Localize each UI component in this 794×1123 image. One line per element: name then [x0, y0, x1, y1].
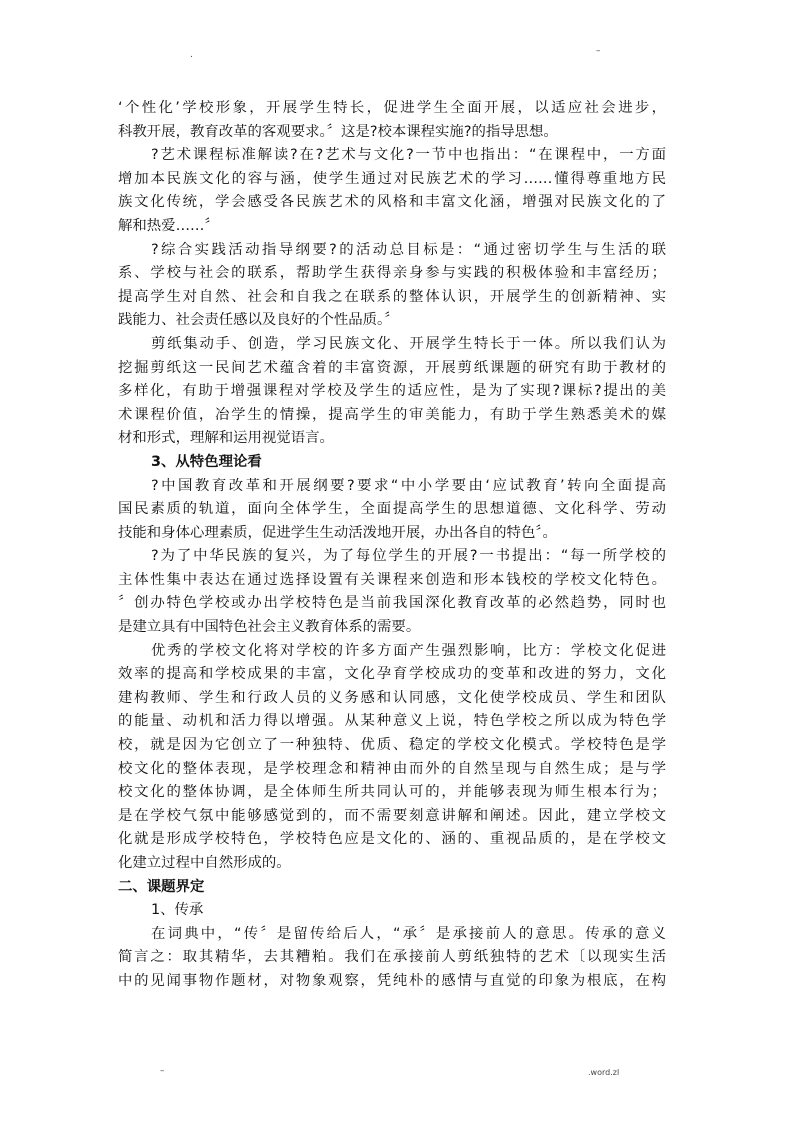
text-line: 主体性集中表达在通过选择设置有关课程来创造和形本钱校的学校文化特色。 — [118, 571, 666, 588]
text-line: 提高学生对自然、社会和自我之在联系的整体认识，开展学生的创新精神、实 — [118, 288, 666, 305]
text-line: 效率的提高和学校成果的丰富，文化孕育学校成功的变革和改进的努力，文化 — [118, 666, 666, 683]
text-line: 解和热爱……〞 — [118, 217, 219, 234]
text-line: 系、学校与社会的联系，帮助学生获得亲身参与实践的积极体验和丰富经历； — [118, 265, 666, 282]
text-line: ?为了中华民族的复兴，为了每位学生的开展?一书提出：“每一所学校的 — [151, 548, 666, 565]
text-line: 校文化的整体协调，是全体师生所共同认可的，并能够表现为师生根本行为； — [118, 784, 666, 801]
text-line: 3、从特色理论看 — [151, 453, 262, 470]
text-line: 简言之：取其精华，去其糟粕。我们在承接前人剪纸独特的艺术〔以现实生活 — [118, 949, 666, 966]
text-line: 化就是形成学校特色，学校特色应是文化的、涵的、重视品质的，是在学校文 — [118, 831, 666, 848]
text-line: 科教开展，教育改革的客观要求。〞这是?校本课程实施?的指导思想。 — [118, 123, 558, 140]
text-line: 建构教师、学生和行政人员的义务感和认同感，文化使学校成员、学生和团队 — [118, 689, 666, 706]
text-line: 化建立过程中自然形成的。 — [118, 855, 291, 871]
text-line: ?中国教育改革和开展纲要?要求“中小学要由‘应试教育’转向全面提高 — [151, 477, 666, 494]
text-line: 中的见闻事物作题材，对物象观察，凭纯朴的感情与直觉的印象为根底，在构 — [118, 972, 666, 989]
text-line: 材和形式，理解和运用视觉语言。 — [118, 430, 334, 447]
text-line: ?综合实践活动指导纲要?的活动总目标是：“通过密切学生与生活的联 — [151, 241, 666, 258]
text-line: ?艺术课程标准解读?在?艺术与文化?一节中也指出：“在课程中，一方面 — [151, 147, 666, 164]
text-line: 是建立具有中国特色社会主义教育体系的需要。 — [118, 619, 421, 636]
footer-label: .word.zl — [588, 1068, 620, 1077]
text-line: 挖掘剪纸这一民间艺术蕴含着的丰富资源，开展剪纸课题的研究有助于教材的 — [118, 359, 666, 376]
text-line: 增加本民族文化的容与涵，使学生通过对民族艺术的学习……懂得尊重地方民 — [118, 170, 666, 187]
text-line: 践能力、社会责任感以及良好的个性品质。〞 — [118, 312, 399, 329]
text-line: 多样化，有助于增强课程对学校及学生的适应性，是为了实现?课标?提出的美 — [118, 383, 666, 400]
footer-dash: – — [160, 1066, 165, 1076]
text-line: 在词典中，“传〞是留传给后人，“承〞是承接前人的意思。传承的意义 — [151, 925, 666, 942]
text-line: 术课程价值，冶学生的情操，提高学生的审美能力，有助于学生熟悉美术的媒 — [118, 406, 666, 423]
text-line: ‘个性化’学校形象，开展学生特长，促进学生全面开展，以适应社会进步， — [118, 100, 666, 116]
text-line: 校文化的整体表现，是学校理念和精神由而外的自然呈现与自然生成；是与学 — [118, 760, 666, 777]
text-line: 技能和身体心理素质，促进学生生动活泼地开展，办出各自的特色〞。 — [118, 524, 557, 541]
text-line: 〞创办特色学校或办出学校特色是当前我国深化教育改革的必然趋势，同时也 — [118, 595, 666, 612]
text-line: 是在学校气氛中能够感觉到的，而不需要刻意讲解和阐述。因此，建立学校文 — [118, 807, 666, 824]
text-line: 的能量、动机和活力得以增强。从某种意义上说，特色学校之所以成为特色学 — [118, 713, 666, 730]
document-body — [118, 97, 666, 994]
header-dash: – — [596, 46, 601, 56]
text-line: 族文化传统，学会感受各民族艺术的风格和丰富文化涵，增强对民族文化的了 — [118, 194, 666, 211]
text-line: 优秀的学校文化将对学校的许多方面产生强烈影响，比方：学校文化促进 — [151, 642, 666, 659]
text-line: 国民素质的轨道，面向全体学生，全面提高学生的思想道德、文化科学、劳动 — [118, 501, 666, 518]
header-dot: . — [190, 50, 193, 60]
text-line: 1、传承 — [151, 902, 204, 919]
text-line: 剪纸集动手、创造，学习民族文化、开展学生特长于一体。所以我们认为 — [151, 335, 666, 352]
text-line: 二、课题界定 — [118, 878, 205, 895]
text-line: 校，就是因为它创立了一种独特、优质、稳定的学校文化模式。学校特色是学 — [118, 737, 666, 754]
